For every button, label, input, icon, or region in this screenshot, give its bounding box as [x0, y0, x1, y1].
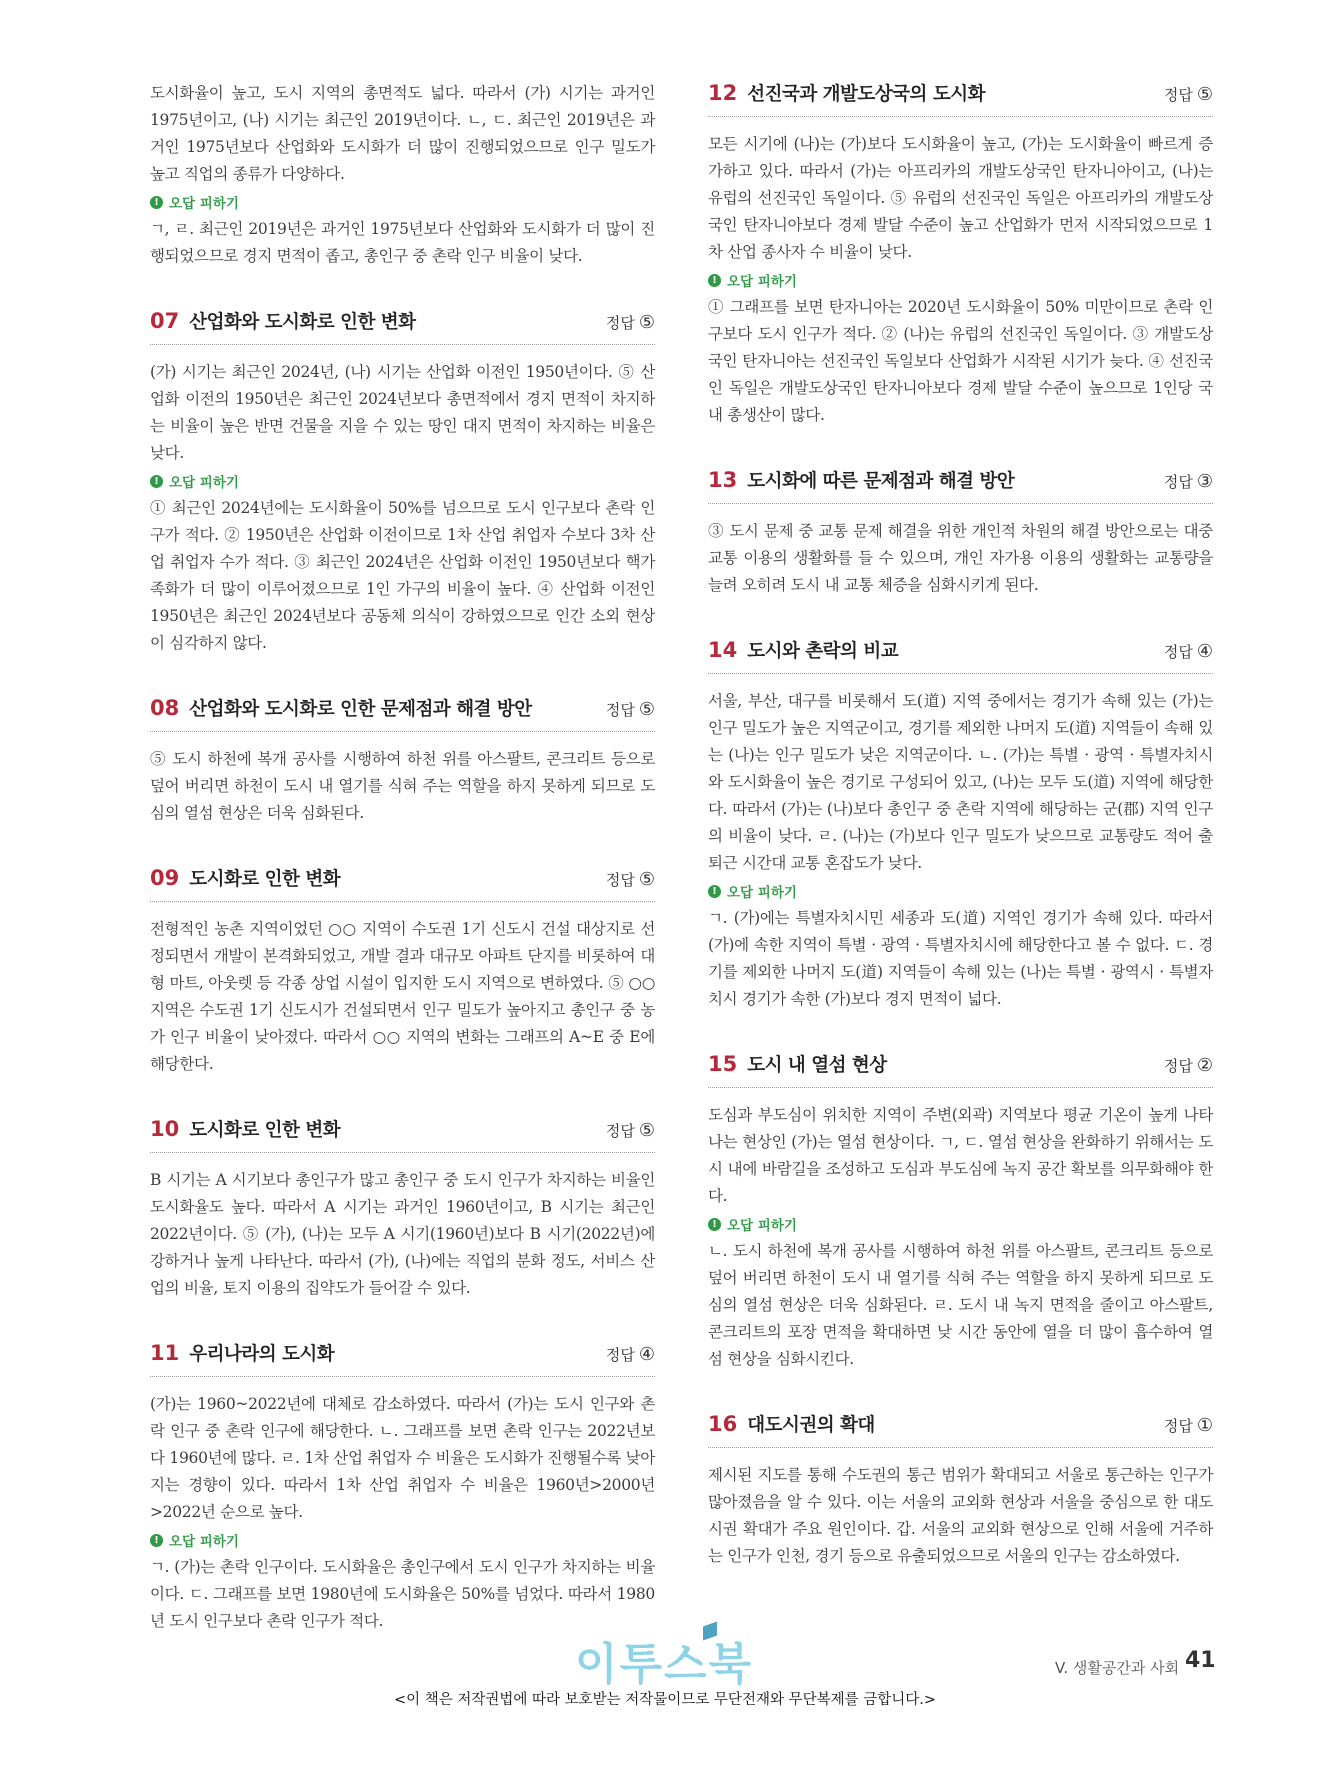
left-column: [150, 80, 655, 1635]
avoid-text: ㄱ. (가)에는 특별자치시민 세종과 도(道) 지역인 경기가 속해 있다. 따라서 (가)에 속한 지역이 특별 · 광역 · 특별자치시에 해당한다고 볼 수 없다. ㄷ. 경기를 제외한 나머지 도(道) 지역들이 속해 있는 (나)는 특별 · 광역시 · 특별자치시 경기가 속한 (가)보다 경지 면적이 넓다.: [708, 909, 1213, 1008]
answer: 정답 ④: [605, 1344, 655, 1365]
section-title: 우리나라의 도시화: [189, 1344, 335, 1365]
section-13: [708, 467, 1213, 599]
avoid-text: ① 최근인 2024년에는 도시화율이 50%를 넘으므로 도시 인구보다 촌락 인구가 적다. ② 1950년은 산업화 이전이므로 1차 산업 취업자 수보다 3차 산업 취업자 수가 적다. ③ 최근인 2024년은 산업화 이전인 1950년보다 핵가족화가 더 많이 이루어졌으므로 1인 가구의 비율이 높다. ④ 산업화 이전인 1950년은 최근인 2024년보다 공동체 의식이 강하였으므로 인간 소외 현상이 심각하지 않다.: [150, 499, 655, 652]
section-header: [708, 637, 1213, 674]
section-title: 도시화로 인한 변화: [189, 869, 341, 890]
page-number: 41: [1185, 1648, 1216, 1673]
answer: 정답 ④: [1163, 641, 1213, 662]
section-15: [708, 1051, 1213, 1373]
section-body: ③ 도시 문제 중 교통 문제 해결을 위한 개인적 차원의 해결 방안으로는 대중교통 이용의 생활화를 들 수 있으며, 개인 자가용 이용의 생활화는 교통량을 늘려 오히려 도시 내 교통 체증을 심화시키게 된다.: [708, 522, 1213, 594]
avoid-text: ㄱ, ㄹ. 최근인 2019년은 과거인 1975년보다 산업화와 도시화가 더 많이 진행되었으므로 경지 면적이 좁고, 총인구 중 촌락 인구 비율이 낮다.: [150, 220, 655, 265]
section-body: 모든 시기에 (나)는 (가)보다 도시화율이 높고, (가)는 도시화율이 빠르게 증가하고 있다. 따라서 (가)는 아프리카의 개발도상국인 탄자니아이고, (나)는 유럽의 선진국인 독일이다. ⑤ 유럽의 선진국인 독일은 아프리카의 개발도상국인 탄자니아보다 경제 발달 수준이 높고 산업화가 먼저 시작되었으므로 1차 산업 종사자 수 비율이 낮다.: [708, 135, 1213, 261]
section-header: [708, 1411, 1213, 1448]
avoid-text: ㄱ. (가)는 촌락 인구이다. 도시화율은 총인구에서 도시 인구가 차지하는 비율이다. ㄷ. 그래프를 보면 1980년에 도시화율은 50%를 넘었다. 따라서 1980년 도시 인구보다 촌락 인구가 적다.: [150, 1558, 655, 1630]
section-body: 전형적인 농촌 지역이었던 ○○ 지역이 수도권 1기 신도시 건설 대상지로 선정되면서 개발이 본격화되었고, 개발 결과 대규모 아파트 단지를 비롯하여 대형 마트, 아웃렛 등 각종 상업 시설이 입지한 도시 지역으로 변하였다. ⑤ ○○ 지역은 수도권 1기 신도시가 건설되면서 인구 밀도가 높아지고 총인구 중 농가 인구 비율이 낮아졌다. 따라서 ○○ 지역의 변화는 그래프의 A~E 중 E에 해당한다.: [150, 920, 655, 1073]
section-body: 제시된 지도를 통해 수도권의 통근 범위가 확대되고 서울로 통근하는 인구가 많아졌음을 알 수 있다. 이는 서울의 교외화 현상과 서울을 중심으로 한 대도시권 확대가 주요 원인이다. 갑. 서울의 교외화 현상으로 인해 서울에 거주하는 인구가 인천, 경기 등으로 유출되었으므로 서울의 인구는 감소하였다.: [708, 1466, 1213, 1565]
section-title: 도시화에 따른 문제점과 해결 방안: [747, 471, 1015, 492]
exclamation-icon: !: [150, 1534, 163, 1547]
answer: 정답 ⑤: [605, 699, 655, 720]
section-title: 도시화로 인한 변화: [189, 1120, 341, 1141]
exclamation-icon: !: [708, 885, 721, 898]
section-header: [150, 1116, 655, 1153]
section-header: [708, 1051, 1213, 1088]
section-header: [150, 695, 655, 732]
section-08: [150, 695, 655, 827]
right-column: [708, 80, 1213, 1570]
section-number: 07: [150, 309, 180, 333]
avoid-text: ① 그래프를 보면 탄자니아는 2020년 도시화율이 50% 미만이므로 촌락 인구보다 도시 인구가 적다. ② (나)는 유럽의 선진국인 독일이다. ③ 개발도상국인 탄자니아는 선진국인 독일보다 산업화가 시작된 시기가 늦다. ④ 선진국인 독일은 개발도상국인 탄자니아보다 경제 발달 수준이 높으므로 1인당 국내 총생산이 많다.: [708, 298, 1213, 424]
exclamation-icon: !: [150, 196, 163, 209]
section-14: [708, 637, 1213, 1013]
section-header: [150, 308, 655, 345]
section-number: 13: [708, 468, 738, 492]
section-body: (가)는 1960~2022년에 대체로 감소하였다. 따라서 (가)는 도시 인구와 촌락 인구 중 촌락 인구에 해당한다. ㄴ. 그래프를 보면 촌락 인구는 2022년보다 1960년에 많다. ㄹ. 1차 산업 취업자 수 비율은 도시화가 진행될수록 낮아지는 경향이 있다. 따라서 1차 산업 취업자 수 비율은 1960년>2000년>2022년 순으로 높다.: [150, 1395, 655, 1521]
section-body: ⑤ 도시 하천에 복개 공사를 시행하여 하천 위를 아스팔트, 콘크리트 등으로 덮어 버리면 하천이 도시 내 열기를 식혀 주는 역할을 하지 못하게 되므로 도심의 열섬 현상은 더욱 심화된다.: [150, 750, 655, 822]
answer: 정답 ①: [1163, 1415, 1213, 1436]
avoid-label: ! 오답 피하기: [150, 1530, 655, 1550]
section-body: (가) 시기는 최근인 2024년, (나) 시기는 산업화 이전인 1950년이다. ⑤ 산업화 이전의 1950년은 최근인 2024년보다 총면적에서 경지 면적이 차지하는 비율이 높은 반면 건물을 지을 수 있는 땅인 대지 면적이 차지하는 비율은 낮다.: [150, 363, 655, 462]
avoid-text: ㄴ. 도시 하천에 복개 공사를 시행하여 하천 위를 아스팔트, 콘크리트 등으로 덮어 버리면 하천이 도시 내 열기를 식혀 주는 역할을 하지 못하게 되므로 도심의 열섬 현상은 더욱 심화된다. ㄹ. 도시 내 녹지 면적을 줄이고 아스팔트, 콘크리트의 포장 면적을 확대하면 낮 시간 동안에 열을 더 많이 흡수하여 열섬 현상을 심화시킨다.: [708, 1242, 1213, 1368]
avoid-label: ! 오답 피하기: [150, 471, 655, 491]
answer: 정답 ⑤: [605, 1120, 655, 1141]
section-header: [150, 1340, 655, 1377]
chapter-label: V. 생활공간과 사회: [1055, 1659, 1180, 1677]
answer: 정답 ⑤: [1163, 84, 1213, 105]
section-title: 선진국과 개발도상국의 도시화: [747, 84, 985, 105]
section-title: 도시 내 열섬 현상: [747, 1055, 887, 1076]
exclamation-icon: !: [150, 475, 163, 488]
exclamation-icon: !: [708, 274, 721, 287]
answer: 정답 ⑤: [605, 869, 655, 890]
section-number: 08: [150, 696, 180, 720]
exclamation-icon: !: [708, 1218, 721, 1231]
section-body: B 시기는 A 시기보다 총인구가 많고 총인구 중 도시 인구가 차지하는 비율인 도시화율도 높다. 따라서 A 시기는 과거인 1960년이고, B 시기는 최근인 2022년이다. ⑤ (가), (나)는 모두 A 시기(1960년)보다 B 시기(2022년)에 강하거나 높게 나타난다. 따라서 (가), (나)에는 직업의 분화 정도, 서비스 산업의 비율, 토지 이용의 집약도가 들어갈 수 있다.: [150, 1171, 655, 1297]
avoid-label: ! 오답 피하기: [150, 192, 655, 212]
section-number: 11: [150, 1341, 180, 1365]
section-header: [708, 467, 1213, 504]
section-number: 14: [708, 638, 738, 662]
section-11: [150, 1340, 655, 1635]
section-16: [708, 1411, 1213, 1570]
section-number: 12: [708, 81, 738, 105]
section-12: [708, 80, 1213, 429]
publisher-logo: 이투스북: [575, 1628, 753, 1692]
answer: 정답 ②: [1163, 1055, 1213, 1076]
avoid-label: ! 오답 피하기: [708, 1214, 1213, 1234]
avoid-label: ! 오답 피하기: [708, 270, 1213, 290]
section-header: [708, 80, 1213, 117]
copyright-notice: <이 책은 저작권법에 따라 보호받는 저작물이므로 무단전재와 무단복제를 금합니다.>: [393, 1692, 937, 1708]
intro-text: 도시화율이 높고, 도시 지역의 총면적도 넓다. 따라서 (가) 시기는 과거인 1975년이고, (나) 시기는 최근인 2019년이다. ㄴ, ㄷ. 최근인 2019년은 과거인 1975년보다 산업화와 도시화가 더 많이 진행되었으므로 인구 밀도가 높고 직업의 종류가 다양하다.: [150, 84, 655, 183]
section-number: 15: [708, 1052, 738, 1076]
section-09: [150, 865, 655, 1078]
section-number: 16: [708, 1412, 738, 1436]
section-number: 10: [150, 1117, 180, 1141]
book-icon: [703, 1621, 717, 1640]
avoid-label: ! 오답 피하기: [708, 881, 1213, 901]
section-header: [150, 865, 655, 902]
section-10: [150, 1116, 655, 1302]
answer: 정답 ③: [1163, 471, 1213, 492]
answer: 정답 ⑤: [605, 312, 655, 333]
section-title: 산업화와 도시화로 인한 문제점과 해결 방안: [189, 699, 532, 720]
section-title: 대도시권의 확대: [747, 1415, 875, 1436]
section-07: [150, 308, 655, 657]
section-body: 도심과 부도심이 위치한 지역이 주변(외곽) 지역보다 평균 기온이 높게 나타나는 현상인 (가)는 열섬 현상이다. ㄱ, ㄷ. 열섬 현상을 완화하기 위해서는 도시 내에 바람길을 조성하고 도심과 부도심에 녹지 공간 확보를 의무화해야 한다.: [708, 1106, 1213, 1205]
section-body: 서울, 부산, 대구를 비롯해서 도(道) 지역 중에서는 경기가 속해 있는 (가)는 인구 밀도가 높은 지역군이고, 경기를 제외한 나머지 도(道) 지역들이 속해 있는 (나)는 인구 밀도가 낮은 지역군이다. ㄴ. (가)는 특별 · 광역 · 특별자치시와 도시화율이 높은 경기로 구성되어 있고, (나)는 모두 도(道) 지역에 해당한다. 따라서 (가)는 (나)보다 총인구 중 촌락 지역에 해당하는 군(郡) 지역 인구의 비율이 낮다. ㄹ. (나)는 (가)보다 인구 밀도가 낮으므로 교통량도 적어 출퇴근 시간대 교통 혼잡도가 낮다.: [708, 692, 1213, 872]
section-title: 산업화와 도시화로 인한 변화: [189, 312, 416, 333]
section-number: 09: [150, 866, 180, 890]
section-title: 도시와 촌락의 비교: [747, 641, 899, 662]
